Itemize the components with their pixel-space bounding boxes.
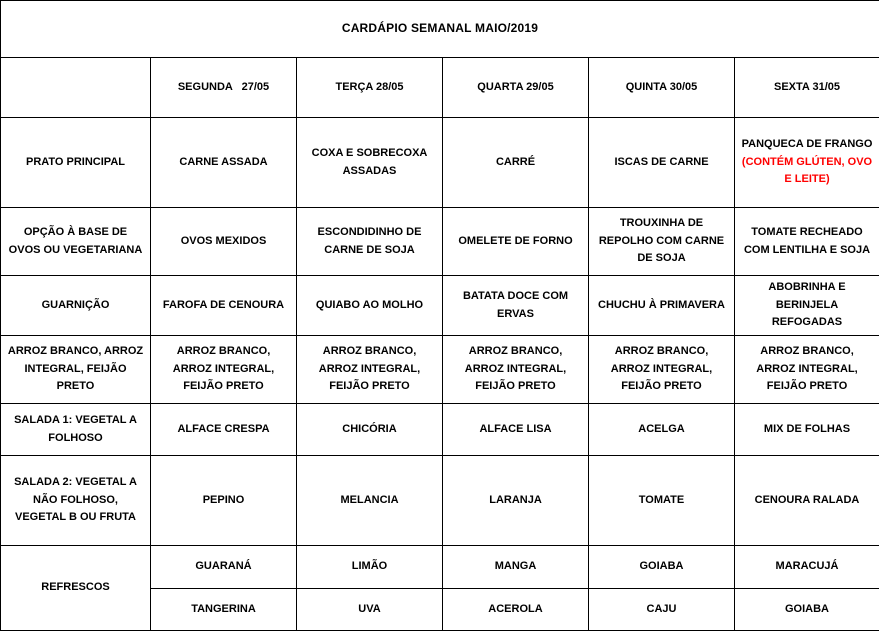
menu-cell: CARNE ASSADA <box>151 118 297 208</box>
menu-cell: TANGERINA <box>151 589 297 631</box>
menu-cell: BATATA DOCE COM ERVAS <box>443 276 589 336</box>
menu-cell: COXA E SOBRECOXA ASSADAS <box>297 118 443 208</box>
menu-cell: ACELGA <box>589 404 735 456</box>
row-label-salada-1: SALADA 1: VEGETAL A FOLHOSO <box>1 404 151 456</box>
menu-cell: ALFACE CRESPA <box>151 404 297 456</box>
menu-cell: CHICÓRIA <box>297 404 443 456</box>
row-label-salada-2: SALADA 2: VEGETAL A NÃO FOLHOSO, VEGETAL B OU FRUTA <box>1 456 151 546</box>
menu-cell: ISCAS DE CARNE <box>589 118 735 208</box>
row-label-guarnicao: GUARNIÇÃO <box>1 276 151 336</box>
menu-cell: ABOBRINHA E BERINJELA REFOGADAS <box>735 276 879 336</box>
menu-cell: UVA <box>297 589 443 631</box>
menu-cell-with-allergen <box>735 118 879 208</box>
menu-cell: CHUCHU À PRIMAVERA <box>589 276 735 336</box>
menu-cell: LIMÃO <box>297 546 443 589</box>
menu-cell: TROUXINHA DE REPOLHO COM CARNE DE SOJA <box>589 208 735 276</box>
menu-cell: MIX DE FOLHAS <box>735 404 879 456</box>
menu-cell: MELANCIA <box>297 456 443 546</box>
menu-cell: CAJU <box>589 589 735 631</box>
menu-cell: ARROZ BRANCO, ARROZ INTEGRAL, FEIJÃO PRETO <box>735 336 879 404</box>
column-header-friday: SEXTA 31/05 <box>735 58 879 118</box>
menu-cell: FAROFA DE CENOURA <box>151 276 297 336</box>
menu-cell: ARROZ BRANCO, ARROZ INTEGRAL, FEIJÃO PRETO <box>151 336 297 404</box>
column-header-thursday: QUINTA 30/05 <box>589 58 735 118</box>
menu-cell: LARANJA <box>443 456 589 546</box>
menu-cell: ACEROLA <box>443 589 589 631</box>
allergen-warning: (CONTÉM GLÚTEN, OVO E LEITE) <box>741 154 873 189</box>
column-header-monday: SEGUNDA 27/05 <box>151 58 297 118</box>
column-header-wednesday: QUARTA 29/05 <box>443 58 589 118</box>
menu-cell-dish: PANQUECA DE FRANGO <box>741 136 873 154</box>
row-label-prato-principal: PRATO PRINCIPAL <box>1 118 151 208</box>
menu-cell: ARROZ BRANCO, ARROZ INTEGRAL, FEIJÃO PRETO <box>443 336 589 404</box>
menu-cell: MANGA <box>443 546 589 589</box>
menu-cell: CENOURA RALADA <box>735 456 879 546</box>
menu-cell: OVOS MEXIDOS <box>151 208 297 276</box>
menu-cell: TOMATE RECHEADO COM LENTILHA E SOJA <box>735 208 879 276</box>
row-label-opcao-vegetariana: OPÇÃO À BASE DE OVOS OU VEGETARIANA <box>1 208 151 276</box>
menu-cell: ARROZ BRANCO, ARROZ INTEGRAL, FEIJÃO PRETO <box>589 336 735 404</box>
menu-cell: ARROZ BRANCO, ARROZ INTEGRAL, FEIJÃO PRETO <box>297 336 443 404</box>
menu-cell: GUARANÁ <box>151 546 297 589</box>
menu-cell: MARACUJÁ <box>735 546 879 589</box>
menu-cell: GOIABA <box>735 589 879 631</box>
menu-cell: ALFACE LISA <box>443 404 589 456</box>
row-label-refrescos: REFRESCOS <box>1 546 151 631</box>
corner-blank-cell <box>1 58 151 118</box>
page-title: CARDÁPIO SEMANAL MAIO/2019 <box>1 1 879 58</box>
menu-cell: ESCONDIDINHO DE CARNE DE SOJA <box>297 208 443 276</box>
menu-cell: PEPINO <box>151 456 297 546</box>
column-header-tuesday: TERÇA 28/05 <box>297 58 443 118</box>
menu-cell: CARRÉ <box>443 118 589 208</box>
row-label-arroz-feijao: ARROZ BRANCO, ARROZ INTEGRAL, FEIJÃO PRETO <box>1 336 151 404</box>
menu-cell: GOIABA <box>589 546 735 589</box>
menu-cell: OMELETE DE FORNO <box>443 208 589 276</box>
menu-cell: QUIABO AO MOLHO <box>297 276 443 336</box>
menu-cell: TOMATE <box>589 456 735 546</box>
